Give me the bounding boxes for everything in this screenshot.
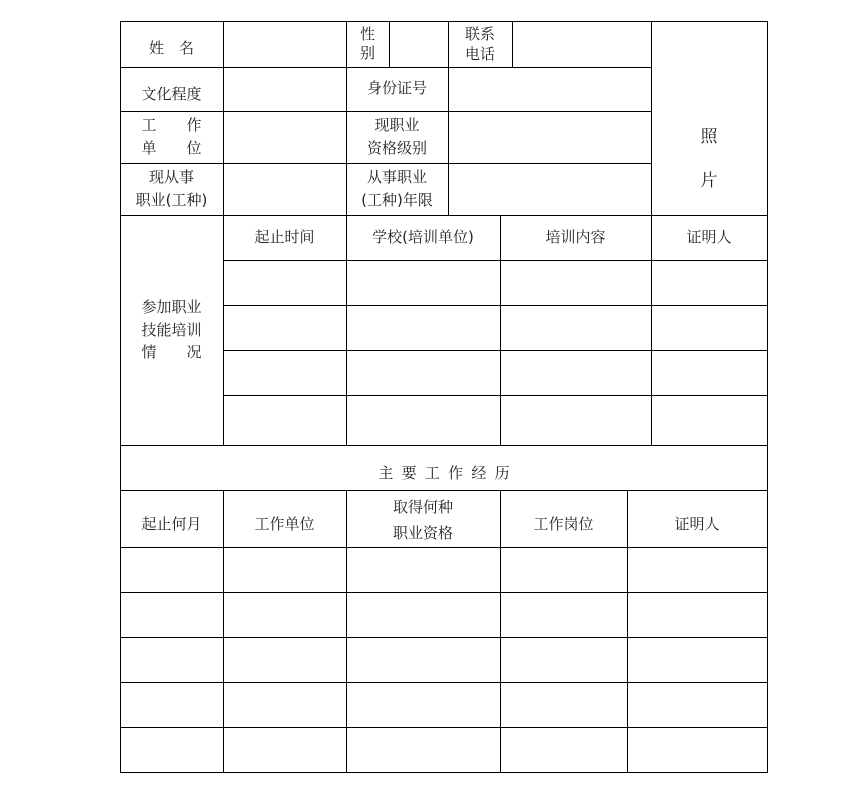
experience-cell[interactable] bbox=[347, 728, 500, 772]
training-cell[interactable] bbox=[501, 261, 651, 305]
experience-cell[interactable] bbox=[501, 593, 627, 637]
training-cell[interactable] bbox=[224, 396, 346, 445]
training-cell[interactable] bbox=[501, 351, 651, 395]
experience-cell[interactable] bbox=[628, 548, 767, 592]
label-training: 参加职业 技能培训 情 况 bbox=[141, 298, 202, 362]
label-current-occupation: 现从事 职业(工种) bbox=[135, 167, 208, 209]
training-cell[interactable] bbox=[652, 261, 767, 305]
exp-header-witness: 证明人 bbox=[674, 514, 720, 533]
training-cell[interactable] bbox=[652, 396, 767, 445]
experience-cell[interactable] bbox=[224, 683, 346, 727]
training-cell[interactable] bbox=[652, 351, 767, 395]
label-id-number: 身份证号 bbox=[366, 79, 427, 98]
experience-cell[interactable] bbox=[501, 638, 627, 682]
training-header-content: 培训内容 bbox=[545, 227, 606, 246]
training-cell[interactable] bbox=[501, 306, 651, 350]
id-number-field[interactable] bbox=[449, 68, 651, 111]
gender-field[interactable] bbox=[390, 22, 448, 67]
exp-header-months: 起止何月 bbox=[141, 514, 202, 533]
experience-cell[interactable] bbox=[628, 638, 767, 682]
experience-cell[interactable] bbox=[121, 638, 223, 682]
experience-cell[interactable] bbox=[501, 548, 627, 592]
experience-cell[interactable] bbox=[224, 548, 346, 592]
occupation-field[interactable] bbox=[224, 164, 346, 215]
qualification-field[interactable] bbox=[449, 112, 651, 163]
exp-header-position: 工作岗位 bbox=[533, 514, 594, 533]
experience-cell[interactable] bbox=[121, 683, 223, 727]
training-cell[interactable] bbox=[347, 306, 500, 350]
label-work-unit: 工 作 单 位 bbox=[141, 115, 202, 157]
training-cell[interactable] bbox=[347, 351, 500, 395]
experience-cell[interactable] bbox=[347, 683, 500, 727]
experience-cell[interactable] bbox=[121, 593, 223, 637]
experience-cell[interactable] bbox=[224, 593, 346, 637]
experience-cell[interactable] bbox=[121, 728, 223, 772]
experience-cell[interactable] bbox=[347, 548, 500, 592]
table-border-bottom bbox=[120, 772, 768, 773]
label-years-in-occupation: 从事职业 (工种)年限 bbox=[361, 167, 433, 209]
photo-box: 照 片 bbox=[700, 126, 718, 191]
training-cell[interactable] bbox=[224, 306, 346, 350]
exp-header-qualification: 取得何种 职业资格 bbox=[392, 497, 453, 542]
label-gender: 性 别 bbox=[360, 24, 376, 62]
label-phone: 联系 电话 bbox=[464, 24, 495, 63]
training-header-period: 起止时间 bbox=[254, 227, 315, 246]
experience-cell[interactable] bbox=[347, 593, 500, 637]
experience-cell[interactable] bbox=[628, 593, 767, 637]
training-cell[interactable] bbox=[224, 351, 346, 395]
label-education: 文化程度 bbox=[141, 84, 202, 103]
work-unit-field[interactable] bbox=[224, 112, 346, 163]
training-cell[interactable] bbox=[347, 396, 500, 445]
experience-cell[interactable] bbox=[501, 728, 627, 772]
experience-cell[interactable] bbox=[347, 638, 500, 682]
years-field[interactable] bbox=[449, 164, 651, 215]
label-name: 姓 名 bbox=[148, 38, 194, 57]
phone-field[interactable] bbox=[513, 22, 651, 67]
experience-cell[interactable] bbox=[501, 683, 627, 727]
experience-cell[interactable] bbox=[224, 728, 346, 772]
training-cell[interactable] bbox=[224, 261, 346, 305]
experience-cell[interactable] bbox=[121, 548, 223, 592]
table-border-right bbox=[767, 21, 768, 773]
label-current-qualification: 现职业 资格级别 bbox=[366, 115, 427, 157]
education-field[interactable] bbox=[224, 68, 346, 111]
training-cell[interactable] bbox=[652, 306, 767, 350]
training-cell[interactable] bbox=[347, 261, 500, 305]
experience-title: 主要工作经历 bbox=[378, 463, 518, 482]
experience-cell[interactable] bbox=[224, 638, 346, 682]
name-field[interactable] bbox=[224, 22, 346, 67]
experience-cell[interactable] bbox=[628, 683, 767, 727]
exp-header-unit: 工作单位 bbox=[254, 514, 315, 533]
training-cell[interactable] bbox=[501, 396, 651, 445]
experience-cell[interactable] bbox=[628, 728, 767, 772]
training-header-witness: 证明人 bbox=[686, 227, 732, 246]
training-header-school: 学校(培训单位) bbox=[372, 227, 474, 246]
